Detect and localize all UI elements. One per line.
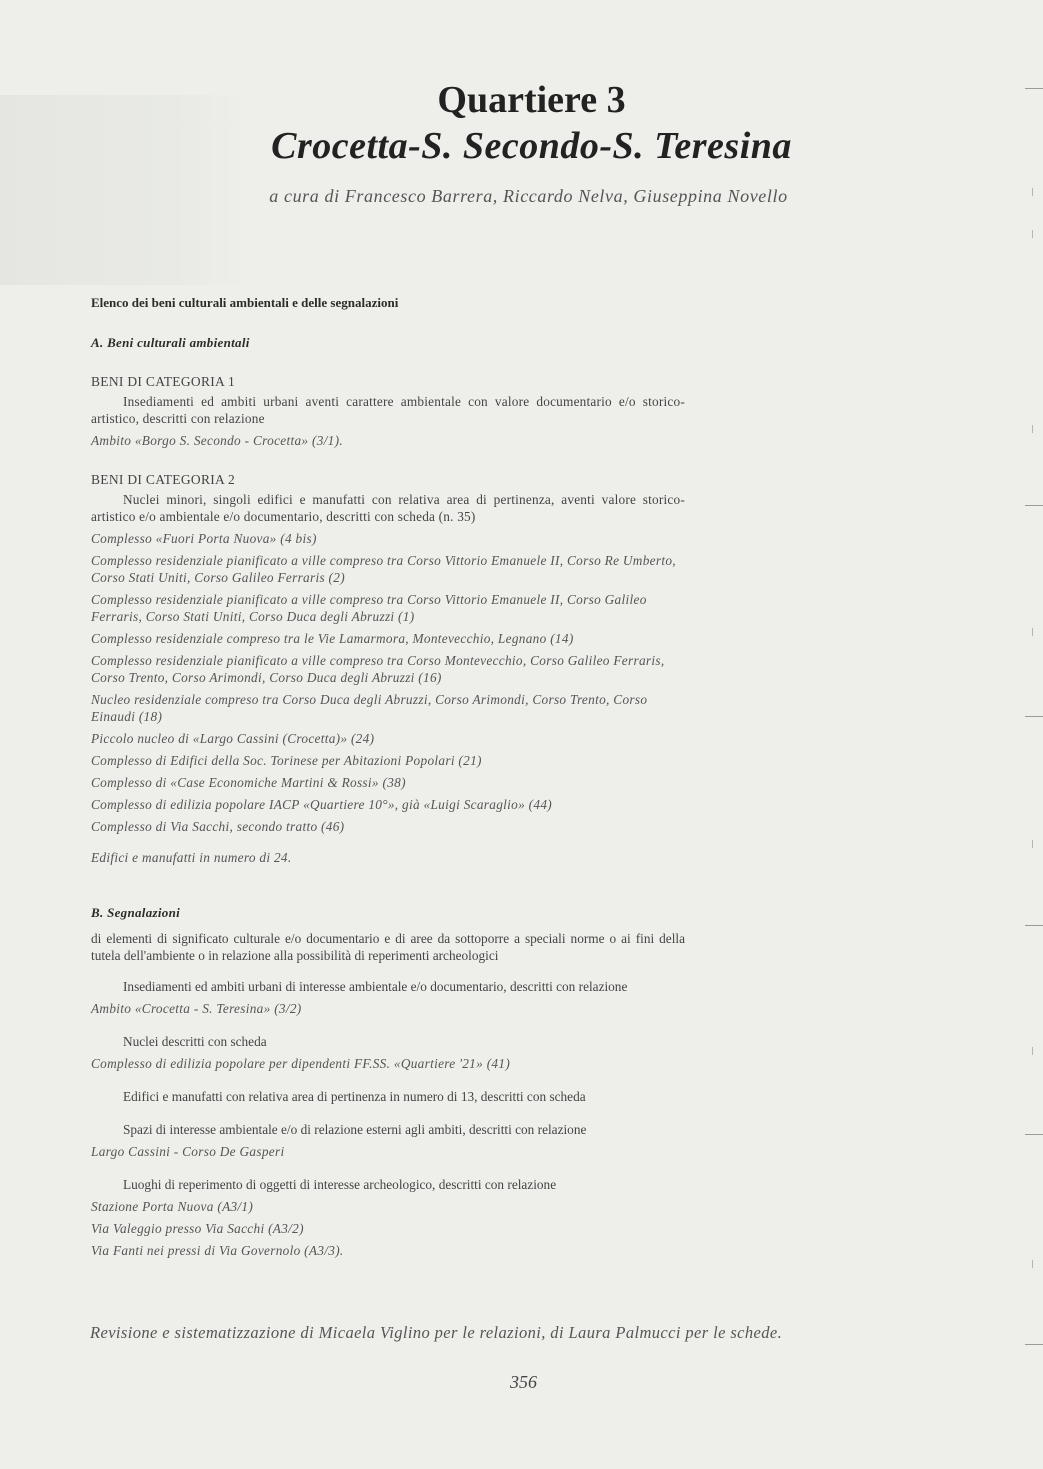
- list-item: Via Fanti nei pressi di Via Governolo (A3/3).: [91, 1243, 344, 1258]
- content-body: [91, 294, 685, 1259]
- list-heading: Elenco dei beni culturali ambientali e delle segnalazioni: [91, 295, 399, 310]
- list-item: Complesso residenziale pianificato a ville compreso tra Corso Vittorio Emanuele II, Corso Re Umberto, Corso Stati Uniti, Corso Galileo Ferraris (2): [91, 553, 676, 585]
- list-item: Ambito «Crocetta - S. Teresina» (3/2): [91, 1001, 302, 1016]
- list-item: Complesso di Edifici della Soc. Torinese per Abitazioni Popolari (21): [91, 753, 482, 768]
- section-a-heading: A. Beni culturali ambientali: [91, 335, 250, 350]
- list-item: Largo Cassini - Corso De Gasperi: [91, 1144, 285, 1159]
- list-item: Ambito «Borgo S. Secondo - Crocetta» (3/1).: [91, 433, 343, 448]
- section-b-heading: B. Segnalazioni: [91, 905, 181, 920]
- edge-mark: [1025, 505, 1043, 506]
- list-item: Complesso di Via Sacchi, secondo tratto (46): [91, 819, 345, 834]
- edge-mark: [1025, 1344, 1043, 1345]
- segnalazione-text: Spazi di interesse ambientale e/o di relazione esterni agli ambiti, descritti con relazione: [123, 1122, 587, 1137]
- edge-tick: [1032, 840, 1033, 848]
- page-number: 356: [510, 1372, 537, 1392]
- page-title: Quartiere 3: [437, 79, 626, 121]
- list-item: Complesso di edilizia popolare IACP «Quartiere 10°», già «Luigi Scaraglio» (44): [91, 797, 553, 812]
- segnalazione-text: Insediamenti ed ambiti urbani di interesse ambientale e/o documentario, descritti con relazione: [123, 979, 628, 994]
- category-2-description: Nuclei minori, singoli edifici e manufatti con relativa area di pertinenza, aventi valore storico-artistico e/o ambientale e/o documentario, descritti con scheda (n. 35): [91, 492, 685, 524]
- category-1-description: Insediamenti ed ambiti urbani aventi carattere ambientale con valore documentario e/o storico-artistico, descritti con relazione: [91, 394, 685, 426]
- category-2-footnote: Edifici e manufatti in numero di 24.: [91, 850, 292, 865]
- segnalazione-text: Edifici e manufatti con relativa area di pertinenza in numero di 13, descritti con scheda: [123, 1089, 586, 1104]
- list-item: Piccolo nucleo di «Largo Cassini (Crocetta)» (24): [91, 731, 375, 746]
- list-item: Stazione Porta Nuova (A3/1): [91, 1199, 254, 1214]
- authors-line: a cura di Francesco Barrera, Riccardo Nelva, Giuseppina Novello: [269, 186, 788, 206]
- page-subtitle: Crocetta-S. Secondo-S. Teresina: [271, 125, 792, 167]
- segnalazione-text: Nuclei descritti con scheda: [123, 1034, 267, 1049]
- category-2-title: BENI DI CATEGORIA 2: [91, 472, 236, 487]
- list-item: Complesso di «Case Economiche Martini & Rossi» (38): [91, 775, 406, 790]
- list-item: Nucleo residenziale compreso tra Corso Duca degli Abruzzi, Corso Arimondi, Corso Trento, Corso Einaudi (18): [91, 692, 648, 724]
- edge-mark: [1025, 1134, 1043, 1135]
- list-item: Complesso residenziale pianificato a ville compreso tra Corso Vittorio Emanuele II, Corso Galileo Ferraris, Corso Stati Uniti, Corso Duca degli Abruzzi (1): [91, 592, 647, 624]
- list-item: Complesso residenziale compreso tra le Vie Lamarmora, Montevecchio, Legnano (14): [91, 631, 574, 646]
- edge-tick: [1032, 425, 1033, 433]
- edge-tick: [1032, 230, 1033, 238]
- section-b-intro: di elementi di significato culturale e/o documentario e di aree da sottoporre a speciali norme o ai fini della tutela dell'ambiente o in relazione alla possibilità di reperimenti archeologici: [91, 931, 685, 963]
- list-item: Complesso residenziale pianificato a ville compreso tra Corso Montevecchio, Corso Galileo Ferraris, Corso Trento, Corso Arimondi, Corso Duca degli Abruzzi (16): [91, 653, 665, 685]
- segnalazione-text: Luoghi di reperimento di oggetti di interesse archeologico, descritti con relazione: [123, 1177, 557, 1192]
- edge-mark: [1025, 716, 1043, 717]
- list-item: Complesso «Fuori Porta Nuova» (4 bis): [91, 531, 317, 546]
- list-item: Via Valeggio presso Via Sacchi (A3/2): [91, 1221, 304, 1236]
- edge-mark: [1025, 925, 1043, 926]
- edge-tick: [1032, 628, 1033, 636]
- category-1-title: BENI DI CATEGORIA 1: [91, 374, 236, 389]
- list-item: Complesso di edilizia popolare per dipendenti FF.SS. «Quartiere '21» (41): [91, 1056, 511, 1071]
- edge-tick: [1032, 1047, 1033, 1055]
- edge-tick: [1032, 1260, 1033, 1268]
- revision-note: Revisione e sistematizzazione di Micaela Viglino per le relazioni, di Laura Palmucci per le schede.: [90, 1323, 783, 1342]
